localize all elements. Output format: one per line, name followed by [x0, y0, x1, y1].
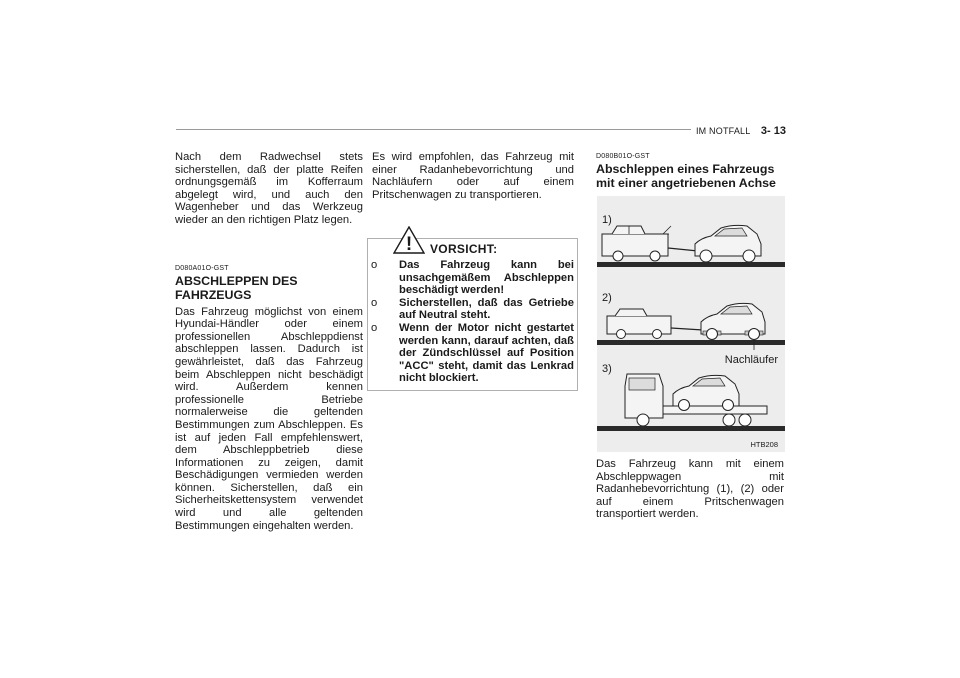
figure-caption: Das Fahrzeug kann mit einem Abschleppwagen mit Radanhebevorrichtung (1), (2) oder auf einem Pritschenwagen transportiert werden.	[596, 458, 784, 521]
bullet: o	[371, 321, 378, 334]
towed-car-1	[695, 225, 761, 262]
column-right	[596, 152, 784, 190]
loaded-car	[673, 375, 739, 410]
road	[597, 262, 785, 267]
road	[597, 340, 785, 345]
header-rule	[176, 129, 691, 130]
bullet: o	[371, 259, 378, 271]
column-middle	[372, 151, 574, 201]
towing-paragraph: Das Fahrzeug möglichst von einem Hyundai-Händler oder einem professionellen Abschleppdienst abschleppen lassen. Dadurch ist gewährleistet, daß das Fahrzeug beim Abschleppen nicht beschädigt wird. Außerdem kennen professionelle Betriebe normalerweise die geltenden Bestimmungen zum Abschleppen. Es ist auf jeden Fall empfehlenswert, dem Abschleppbetrieb diese Informationen zu zeigen, damit Beschädigungen vermieden werden können. Sicherstellen, daß ein Sicherheitskettensystem verwendet wird und alle geltenden Bestimmungen eingehalten werden.	[175, 305, 363, 532]
figure-label-1: 1)	[602, 214, 612, 226]
towing-illustration	[597, 196, 785, 452]
section-title: Abschleppen eines Fahrzeugs mit einer angetriebenen Achse	[596, 162, 776, 190]
figure-label-2: 2)	[602, 292, 612, 304]
warning-item: o Das Fahrzeug kann bei unsachgemäßem Abschleppen beschädigt werden!	[371, 259, 574, 297]
page-number: 3- 13	[760, 124, 786, 137]
figure-label-3: 3)	[602, 363, 612, 375]
bullet: o	[371, 296, 378, 309]
section-name: IM NOTFALL	[695, 125, 751, 136]
road	[597, 426, 785, 431]
tow-truck-1	[602, 226, 698, 261]
warning-list	[371, 259, 574, 385]
tow-truck-2	[607, 309, 703, 339]
page-header	[696, 122, 786, 140]
section-code: D080A01O-GST	[175, 264, 229, 272]
column-left	[175, 151, 363, 532]
warning-triangle-icon	[393, 226, 425, 254]
towed-car-2	[701, 303, 765, 339]
warning-item: o Wenn der Motor nicht gestartet werden kann, darauf achten, daß der Zündschlüssel auf Position "ACC" steht, damit das Lenkrad nicht blockiert.	[371, 321, 574, 385]
section-code: D080B01O-GST	[596, 153, 650, 160]
section-title: ABSCHLEPPEN DES FAHRZEUGS	[175, 273, 298, 302]
tire-stow-paragraph: Nach dem Radwechsel stets sicherstellen, daß der platte Reifen ordnungsgemäß im Kofferraum abgelegt wird, und auch den Wagenheber und das Werkzeug wieder an den richtigen Platz legen.	[175, 151, 363, 226]
callout-dolly: Nachläufer	[724, 354, 778, 366]
warning-item: o Sicherstellen, daß das Getriebe auf Neutral steht.	[371, 296, 574, 322]
warning-title: VORSICHT:	[430, 242, 498, 256]
towing-recommendation: Es wird empfohlen, das Fahrzeug mit einer Radanhebevorrichtung und Nachläufern oder auf einem Pritschenwagen zu transportieren.	[372, 151, 574, 201]
warning-symbol: !	[405, 234, 413, 254]
figure-reference: HTB208	[750, 440, 778, 449]
